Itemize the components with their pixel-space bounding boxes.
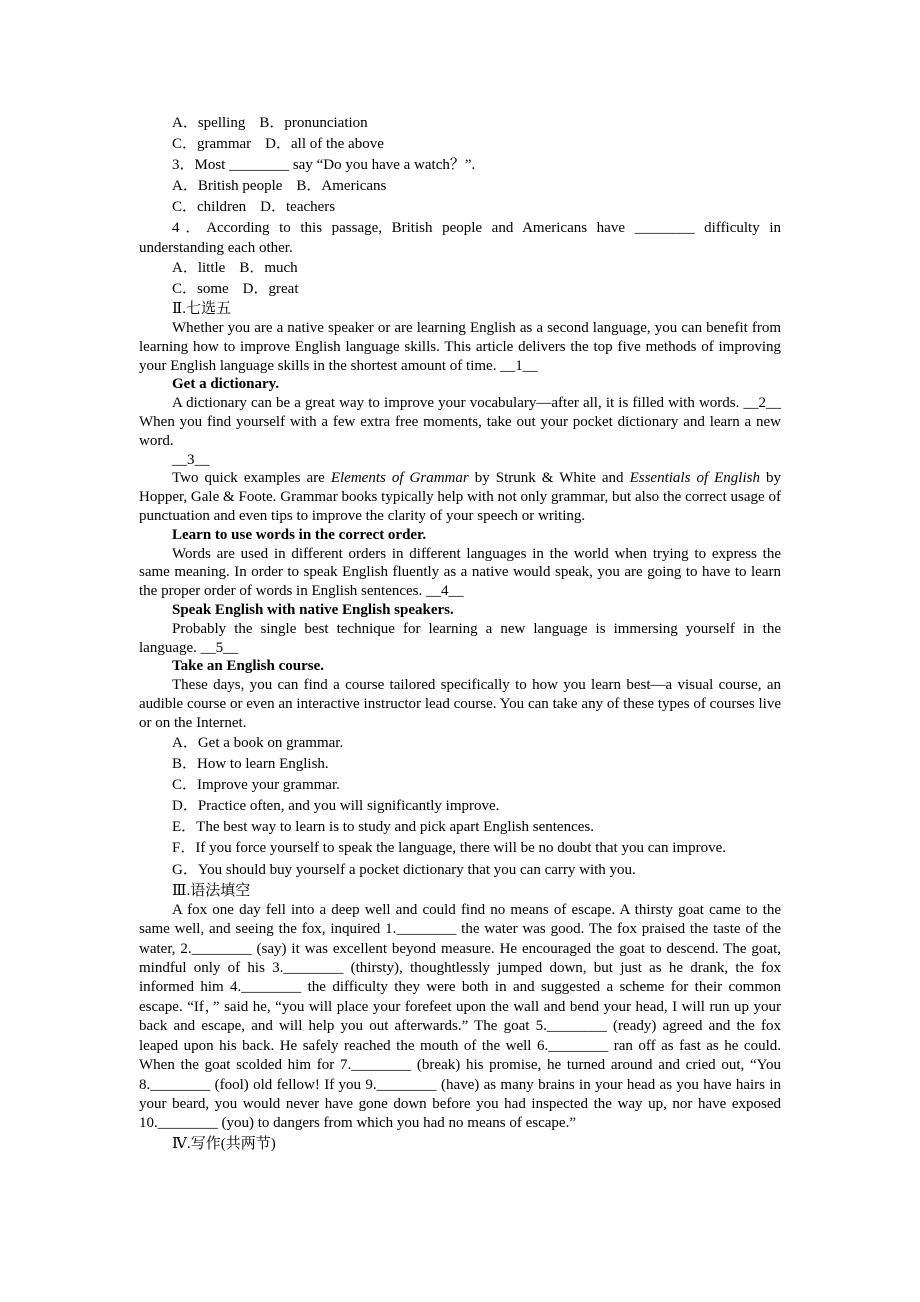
book-title-1: Elements of Grammar xyxy=(330,470,469,487)
content-column xyxy=(139,113,781,1155)
q3-options-row1 xyxy=(139,176,781,197)
q3-option-b: B．Americans xyxy=(296,178,387,194)
option-a: A．Get a book on grammar. xyxy=(172,734,344,751)
heading-english-course: Take an English course. xyxy=(172,658,324,675)
option-c: C．Improve your grammar. xyxy=(172,776,340,793)
heading-get-dictionary: Get a dictionary. xyxy=(172,376,280,393)
q2-option-a: A．spelling xyxy=(172,115,246,131)
q3-options-row2 xyxy=(139,197,781,218)
option-f: F．If you force yourself to speak the language, there will be no doubt that you can improve. xyxy=(172,840,727,857)
option-e: E．The best way to learn is to study and pick apart English sentences. xyxy=(172,819,594,836)
paragraph-word-order: Words are used in different orders in different languages in the world when trying to express the same meaning. In order to speak English fluently as a native would speak, you are going to have to learn the proper order of words in English sentences. __4__ xyxy=(139,545,781,600)
blank-3: __3__ xyxy=(172,451,210,468)
grammar-books-text-c: by Hopper, Gale & Foote. Grammar books typically help with not only grammar, but also the correct usage of punctuation and even tips to improve the clarity of your speech or writing. xyxy=(139,470,782,524)
q2-option-d: D．all of the above xyxy=(265,136,384,152)
paragraph-course: These days, you can find a course tailored specifically to how you learn best—a visual course, an audible course or even an interactive instructor lead course. You can take any of these types of courses live or on the Internet. xyxy=(139,677,781,731)
option-b: B．How to learn English. xyxy=(172,755,329,772)
q3-option-c: C．children xyxy=(172,199,247,215)
q3-option-d: D．teachers xyxy=(260,199,336,215)
grammar-books-text-a: Two quick examples are xyxy=(172,470,331,487)
grammar-books-text-b: by Strunk & White and xyxy=(468,470,630,487)
q4-options-row1 xyxy=(139,258,781,279)
section4-title: Ⅳ.写作(共两节) xyxy=(172,1135,276,1152)
section2-title: Ⅱ.七选五 xyxy=(172,301,231,317)
book-title-2: Essentials of English xyxy=(629,470,760,487)
heading-word-order: Learn to use words in the correct order. xyxy=(172,526,427,543)
paragraph-immersion: Probably the single best technique for learning a new language is immersing yourself in the language. __5__ xyxy=(139,620,781,656)
q4-options-row2 xyxy=(139,279,781,300)
q4-option-d: D．great xyxy=(242,281,299,297)
paragraph-dictionary: A dictionary can be a great way to improve your vocabulary—after all, it is filled with words. __2__ When you find yourself with a few extra free moments, take out your pocket dictionary and learn a new word. xyxy=(139,395,781,449)
q2-option-b: B．pronunciation xyxy=(259,115,368,131)
section3-title: Ⅲ.语法填空 xyxy=(172,882,251,899)
q4-option-a: A．little xyxy=(172,260,226,276)
q2-option-c: C．grammar xyxy=(172,136,252,152)
q4-option-c: C．some xyxy=(172,281,229,297)
option-g: G．You should buy yourself a pocket dictionary that you can carry with you. xyxy=(172,861,636,878)
q4-stem: 4．According to this passage, British people and Americans have ________ difficulty in understanding each other. xyxy=(139,220,781,256)
option-d: D．Practice often, and you will significantly improve. xyxy=(172,798,500,815)
q2-options-row2 xyxy=(139,134,781,155)
q3-option-a: A．British people xyxy=(172,178,283,194)
section3-passage: A fox one day fell into a deep well and could find no means of escape. A thirsty goat came to the same well, and seeing the fox, inquired 1.________ the water was good. The fox praised the taste of the water, 2.________ (say) it was excellent beyond measure. He encouraged the goat to descend. The goat, mindful only of his 3.________ (thirsty), thoughtlessly jumped down, but just as he drank, the fox informed him 4.________ the difficulty they were both in and suggested a scheme for their common escape. “If，” said he, “you will place your forefeet upon the wall and bend your head, I will run up your back and escape, and will help you out afterwards.” The goat 5.________ (ready) agreed and the fox leaped upon his back. He safely reached the mouth of the well 6.________ ran off as fast as he could. When the goat scolded him for 7.________ (break) his promise, he turned around and cried out, “You 8.________ (fool) old fellow! If you 9.________ (have) as many brains in your head as you have hairs in your beard, you would never have gone down before you had inspected the way up, nor have exposed 10.________ (you) to dangers from which you had no means of escape.” xyxy=(139,901,781,1132)
heading-native-speakers: Speak English with native English speakers. xyxy=(172,601,454,618)
q2-options-row1 xyxy=(139,113,781,134)
q4-option-b: B．much xyxy=(239,260,298,276)
section2-intro: Whether you are a native speaker or are learning English as a second language, you can benefit from learning how to improve English language skills. This article delivers the top five methods of improving your English language skills in the shortest amount of time. __1__ xyxy=(139,320,781,374)
paragraph-grammar-books xyxy=(139,469,781,525)
q3-stem: 3．Most ________ say “Do you have a watch？”. xyxy=(172,157,476,173)
